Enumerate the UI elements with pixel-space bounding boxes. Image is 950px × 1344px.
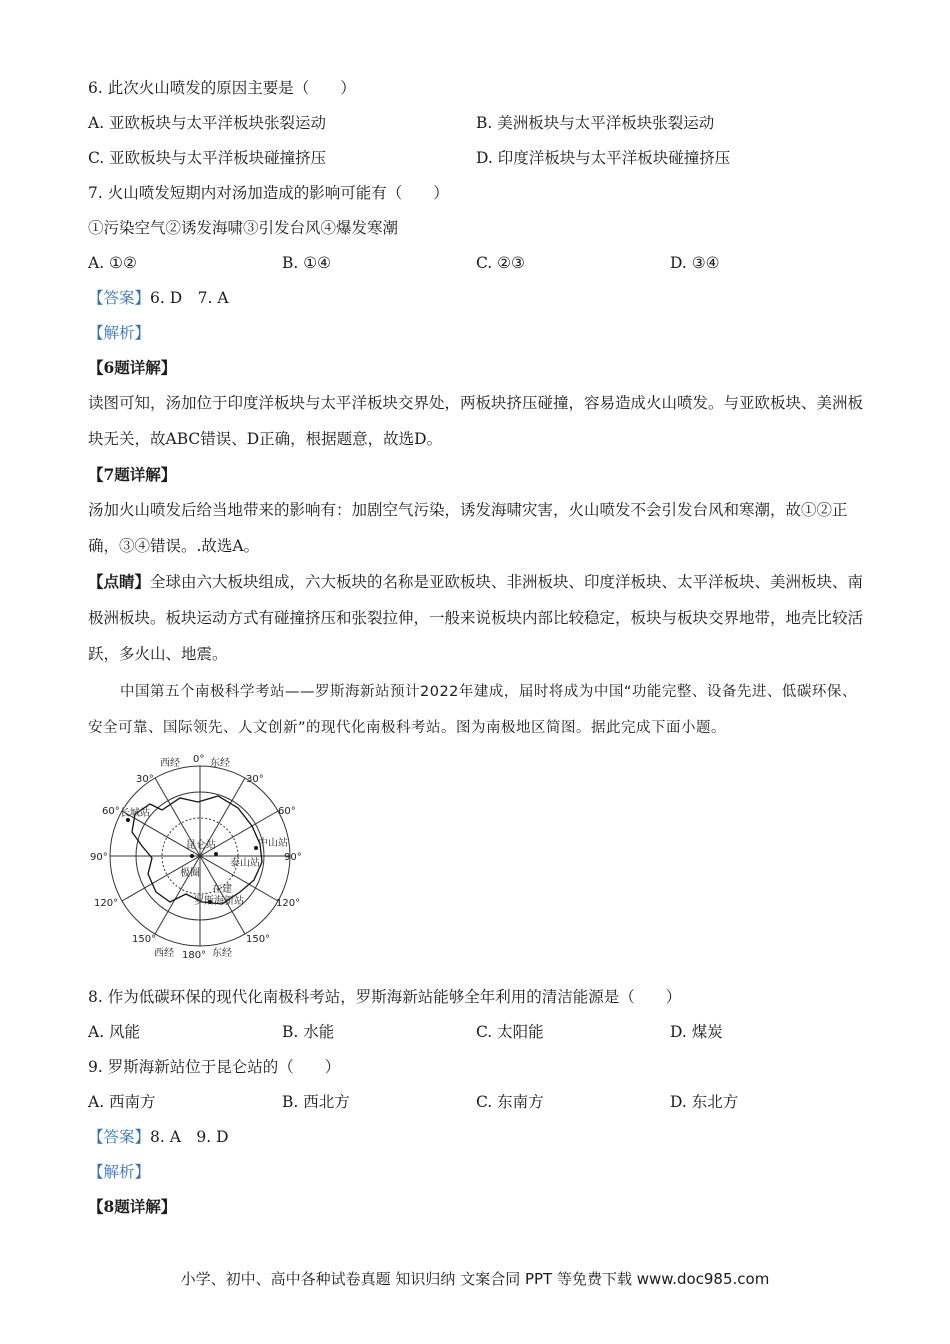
q7-option-c: C. ②③ xyxy=(476,254,525,272)
map-lon90-w: 90° xyxy=(90,852,108,863)
map-label-jiquan: 极圈 xyxy=(180,868,200,879)
map-lon60-w: 60° xyxy=(102,806,120,817)
q6-option-a: A. 亚欧板块与太平洋板块张裂运动 xyxy=(88,114,327,132)
answer-2 xyxy=(88,1127,229,1147)
map-lon60-e: 60° xyxy=(278,806,296,817)
q7-option-a: A. ①② xyxy=(88,254,137,272)
key-point xyxy=(88,564,868,672)
q8-option-d: D. 煤炭 xyxy=(670,1023,723,1041)
map-lon120-e: 120° xyxy=(276,898,301,909)
passage-intro: 中国第五个南极科学考站——罗斯海新站预计2022年建成，届时将成为中国“功能完整、设备先进、低碳环保、安全可靠、国际领先、人文创新”的现代化南极科考站。图为南极地区简图。据此完成下面小题。 xyxy=(88,684,857,736)
q9-option-a: A. 西南方 xyxy=(88,1093,156,1111)
map-label-changcheng: 长城站 xyxy=(120,808,150,819)
map-top-west: 西经 xyxy=(160,758,180,769)
analysis-tag-1: 【解析】 xyxy=(88,324,151,342)
answer-text: 6. D 7. A xyxy=(150,289,229,307)
q8-option-a: A. 风能 xyxy=(88,1023,141,1041)
detail-6-tag: 【6题详解】 xyxy=(88,358,177,377)
q6-option-d: D. 印度洋板块与太平洋板块碰撞挤压 xyxy=(476,149,731,167)
key-point-tag: 【点睛】 xyxy=(88,572,151,591)
analysis-tag-2: 【解析】 xyxy=(88,1163,151,1181)
map-bottom-180: 180° xyxy=(182,950,207,961)
q8-option-c: C. 太阳能 xyxy=(476,1023,544,1041)
map-lon150-e: 150° xyxy=(246,934,271,945)
detail-7-tag: 【7题详解】 xyxy=(88,465,177,484)
map-label-kunlun: 昆仑站 xyxy=(186,840,216,851)
key-point-text: 全球由六大板块组成，六大板块的名称是亚欧板块、非洲板块、印度洋板块、太平洋板块、美洲板块、南极洲板块。板块运动方式有碰撞挤压和张裂拉伸，一般来说板块内部比较稳定，板块与板块交界地带，地壳比较活跃，多火山、地震。 xyxy=(88,573,864,663)
q9-option-c: C. 东南方 xyxy=(476,1093,544,1111)
q7-items: ①污染空气②诱发海啸③引发台风④爆发寒潮 xyxy=(88,219,399,237)
map-label-zhongshan: 中山站 xyxy=(258,838,288,849)
map-bottom-east: 东经 xyxy=(212,948,232,959)
map-lon120-w: 120° xyxy=(94,898,119,909)
q8-option-b: B. 水能 xyxy=(282,1023,335,1041)
answer-tag: 【答案】 xyxy=(88,1128,151,1146)
answer-1 xyxy=(88,288,229,308)
q7-option-b: B. ①④ xyxy=(282,254,332,272)
antarctic-map xyxy=(90,752,310,964)
q9-option-b: B. 西北方 xyxy=(282,1093,350,1111)
map-bottom-west: 西经 xyxy=(154,948,174,959)
map-label-taishan: 泰山站 xyxy=(230,858,260,869)
q6-stem: 6. 此次火山喷发的原因主要是（ ） xyxy=(88,79,356,97)
map-top-zero: 0° xyxy=(193,754,205,765)
detail-6-text: 读图可知，汤加位于印度洋板块与太平洋板块交界处，两板块挤压碰撞，容易造成火山喷发。与亚欧板块、美洲板块无关，故ABC错误、D正确，根据题意，故选D。 xyxy=(88,394,864,448)
map-label-zaijian: 在建 xyxy=(212,884,232,895)
q6-option-b: B. 美洲板块与太平洋板块张裂运动 xyxy=(476,114,715,132)
q8-stem: 8. 作为低碳环保的现代化南极科考站，罗斯海新站能够全年利用的清洁能源是（ ） xyxy=(88,988,682,1006)
q9-stem: 9. 罗斯海新站位于昆仑站的（ ） xyxy=(88,1058,341,1076)
q6-option-c: C. 亚欧板块与太平洋板块碰撞挤压 xyxy=(88,149,327,167)
map-lon30-w: 30° xyxy=(136,774,154,785)
answer-text: 8. A 9. D xyxy=(150,1128,229,1146)
detail-7-text: 汤加火山喷发后给当地带来的影响有：加剧空气污染，诱发海啸灾害，火山喷发不会引发台风和寒潮，故①②正确，③④错误。.故选A。 xyxy=(88,501,848,555)
map-lon30-e: 30° xyxy=(246,774,264,785)
q9-option-d: D. 东北方 xyxy=(670,1093,739,1111)
page-footer: 小学、初中、高中各种试卷真题 知识归纳 文案合同 PPT 等免费下载 www.doc985.com xyxy=(180,1270,770,1288)
q7-option-d: D. ③④ xyxy=(670,254,720,272)
map-lon90-e: 90° xyxy=(284,852,302,863)
answer-tag: 【答案】 xyxy=(88,289,151,307)
q7-stem: 7. 火山喷发短期内对汤加造成的影响可能有（ ） xyxy=(88,184,449,202)
detail-8-tag: 【8题详解】 xyxy=(88,1197,177,1216)
map-lon150-w: 150° xyxy=(132,934,157,945)
map-top-east: 东经 xyxy=(210,758,230,769)
map-label-luosihai: 罗斯海新站 xyxy=(194,896,244,907)
